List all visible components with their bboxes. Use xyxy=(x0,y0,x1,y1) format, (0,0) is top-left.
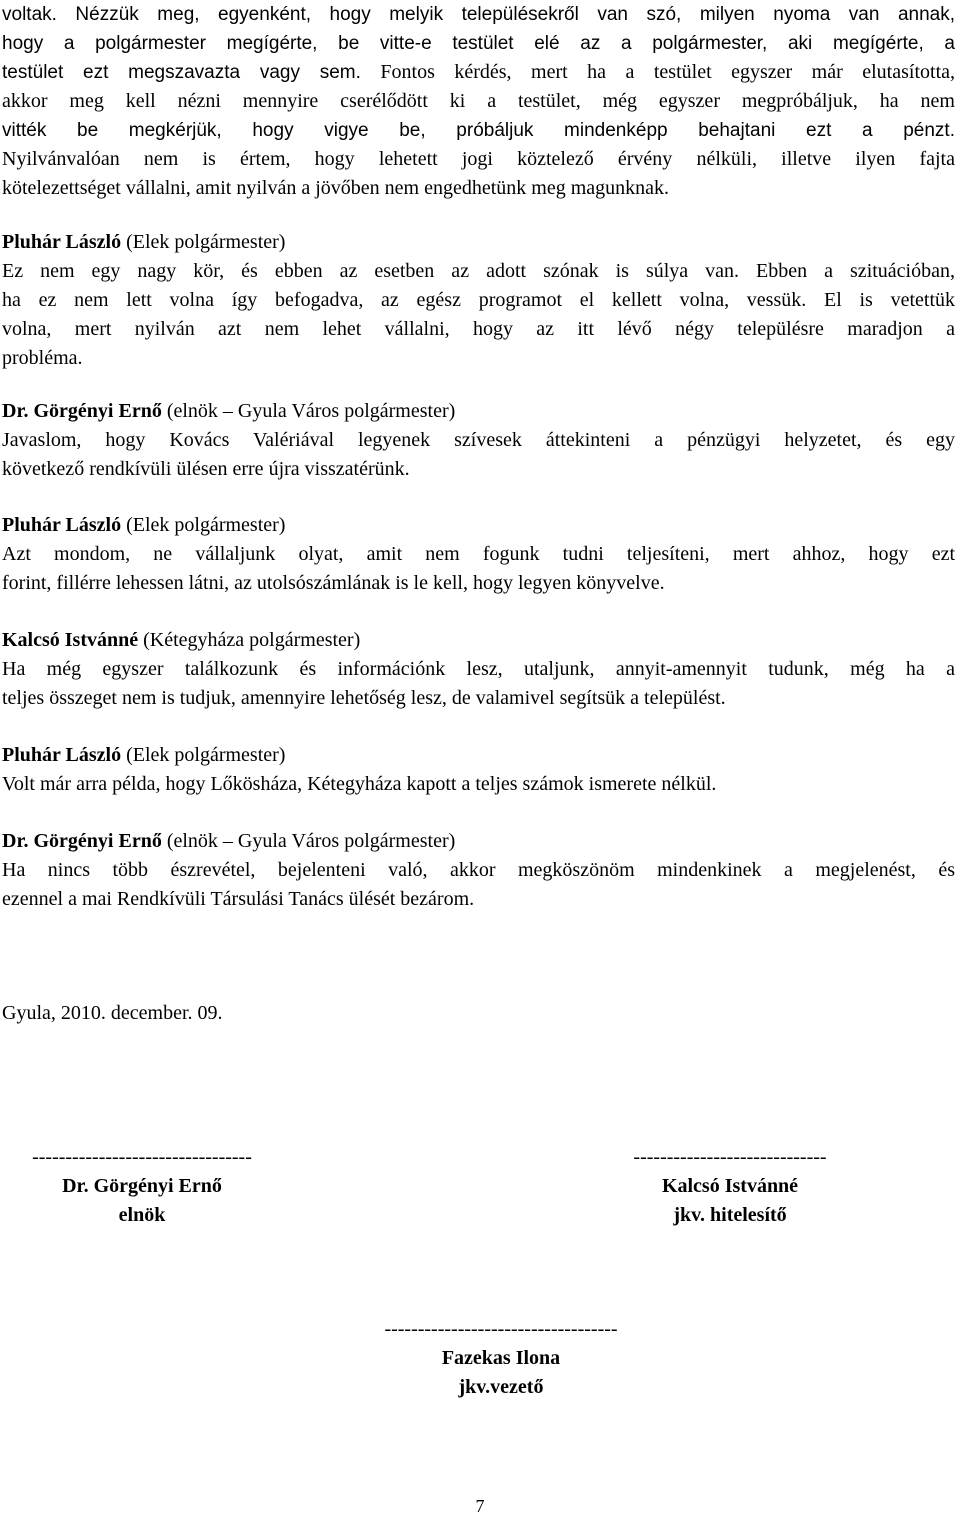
signatory-title: elnök xyxy=(118,1204,166,1226)
signature-authenticator xyxy=(606,1143,854,1230)
intro-line-4-seg-1: akkor meg kell nézni mennyire cserélődött ki a testület, még egyszer megpróbáljuk, ha nem xyxy=(2,90,955,112)
speech-line: teljes összeget nem is tudjuk, amennyire lehetőség lesz, de valamivel segítsük a települést. xyxy=(2,687,726,709)
speech-entry-4 xyxy=(2,626,955,713)
intro-line-6-seg-1: Nyilvánvalóan nem is értem, hogy lehetett jogi köztelező érvény nélküli, illetve ilyen fajta xyxy=(2,148,955,170)
speaker-role: (Elek polgármester) xyxy=(121,514,286,536)
speaker-line xyxy=(2,741,955,770)
signatory-name: Dr. Görgényi Ernő xyxy=(62,1175,222,1197)
intro-line-4 xyxy=(2,87,955,116)
speech-entry-5 xyxy=(2,741,955,799)
speaker-role: (elnök – Gyula Város polgármester) xyxy=(161,830,456,852)
signature-line: ----------------------------- xyxy=(633,1146,827,1168)
speaker-name: Pluhár László xyxy=(2,231,122,253)
speech-entry-1 xyxy=(2,228,955,373)
speaker-name: Pluhár László xyxy=(2,744,122,766)
speaker-line xyxy=(2,228,955,257)
speaker-name: Dr. Görgényi Ernő xyxy=(2,400,162,422)
signatory-name: Kalcsó Istvánné xyxy=(661,1175,799,1197)
speaker-name: Pluhár László xyxy=(2,514,122,536)
speaker-line xyxy=(2,626,955,655)
speaker-line xyxy=(2,397,955,426)
intro-line-3-seg-2: Fontos kérdés, mert ha a testület egyszer már elutasította, xyxy=(360,61,956,83)
intro-line-1 xyxy=(2,0,955,29)
speech-line: volna, mert nyilván azt nem lehet vállalni, hogy az itt lévő négy településre maradjon a xyxy=(2,318,955,340)
intro-line-6 xyxy=(2,145,955,174)
speech-line: Ha nincs több észrevétel, bejelenteni való, akkor megköszönöm mindenkinek a megjelenést, és xyxy=(2,859,955,881)
signatory-title: jkv. hitelesítő xyxy=(673,1204,787,1226)
speaker-role: (elnök – Gyula Város polgármester) xyxy=(161,400,456,422)
intro-line-2-seg-1: hogy a polgármester megígérte, be vitte-e testület elé az a polgármester, aki megígérte, a xyxy=(2,33,955,54)
intro-line-3-seg-1: testület ezt megszavazta vagy sem. xyxy=(2,62,361,83)
speaker-line xyxy=(2,511,955,540)
speech-line: forint, fillérre lehessen látni, az utolsószámlának is le kell, hogy legyen könyvelve. xyxy=(2,572,665,594)
intro-line-7-seg-1: kötelezettséget vállalni, amit nyilván a jövőben nem engedhetünk meg magunknak. xyxy=(2,177,670,199)
intro-line-1-seg-1: voltak. Nézzük meg, egyenként, hogy melyik településekről van szó, milyen nyoma van annak, xyxy=(2,4,955,25)
speech-line: Azt mondom, ne vállaljunk olyat, amit nem fogunk tudni teljesíteni, mert ahhoz, hogy ezt xyxy=(2,543,955,565)
dateline: Gyula, 2010. december. 09. xyxy=(2,1002,223,1024)
signature-chairman xyxy=(0,1143,284,1230)
speech-line: következő rendkívüli ülésen erre újra visszatérünk. xyxy=(2,458,410,480)
speech-entry-6 xyxy=(2,827,955,914)
speaker-role: (Kétegyháza polgármester) xyxy=(138,629,361,651)
intro-line-3 xyxy=(2,58,955,87)
speaker-name: Kalcsó Istvánné xyxy=(2,629,139,651)
page-number: 7 xyxy=(475,1496,485,1516)
speech-line: probléma. xyxy=(2,347,83,369)
intro-paragraph xyxy=(2,0,955,203)
speech-line: Volt már arra példa, hogy Lőkösháza, Kétegyháza kapott a teljes számok ismerete nélkül. xyxy=(2,773,717,795)
speech-line: Ez nem egy nagy kör, és ebben az esetben az adott szónak is súlya van. Ebben a szituációban, xyxy=(2,260,955,282)
signatory-title: jkv.vezető xyxy=(458,1376,544,1398)
intro-line-5 xyxy=(2,116,955,145)
signatory-name: Fazekas Ilona xyxy=(441,1347,561,1369)
speech-entry-3 xyxy=(2,511,955,598)
signature-line: --------------------------------- xyxy=(32,1146,252,1168)
speech-entry-2 xyxy=(2,397,955,484)
intro-line-2 xyxy=(2,29,955,58)
speaker-line xyxy=(2,827,955,856)
speech-line: Javaslom, hogy Kovács Valériával legyenek szívesek áttekinteni a pénzügyi helyzetet, és egy xyxy=(2,429,955,451)
speaker-name: Dr. Görgényi Ernő xyxy=(2,830,162,852)
speaker-role: (Elek polgármester) xyxy=(121,744,286,766)
speech-line: ezennel a mai Rendkívüli Társulási Tanács ülését bezárom. xyxy=(2,888,475,910)
speaker-role: (Elek polgármester) xyxy=(121,231,286,253)
intro-line-7 xyxy=(2,174,955,203)
speech-line: ha ez nem lett volna így befogadva, az egész programot el kellett volna, vessük. El is vetettük xyxy=(2,289,955,311)
speech-line: Ha még egyszer találkozunk és információnk lesz, utaljunk, annyit-amennyit tudunk, még ha a xyxy=(2,658,955,680)
intro-line-5-seg-1: vitték be megkérjük, hogy vigye be, próbáljuk mindenképp behajtani ezt a pénzt. xyxy=(2,120,955,141)
signature-minutes-keeper xyxy=(350,1315,652,1402)
signature-line: ----------------------------------- xyxy=(384,1318,618,1340)
